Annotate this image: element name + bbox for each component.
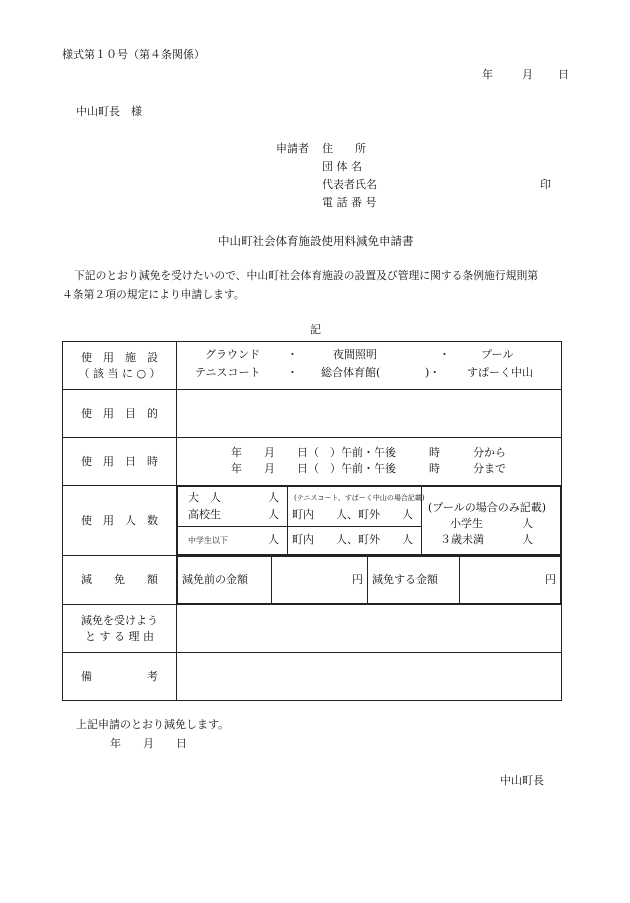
body-text-line2: ４条第２項の規定により申請します。 [62, 288, 245, 301]
purpose-row [63, 390, 562, 438]
before-amount-input[interactable] [272, 557, 368, 604]
addressee: 中山町長 様 [76, 105, 142, 118]
in-out-town-2: 町内 人、町外 人 [292, 533, 413, 546]
exempt-amount-label: 減免する金額 [372, 573, 438, 586]
under-middle-cell[interactable] [178, 527, 288, 555]
datetime-row [63, 438, 562, 486]
facility-label-2: （ 該 当 に ○ ） [78, 366, 161, 380]
yen-unit: 円 [352, 573, 363, 586]
in-out-town-cell[interactable] [288, 527, 422, 555]
people-subtable [177, 486, 561, 555]
tennis-note: (テニスコート、すぱーく中山の場合記載) [294, 494, 425, 502]
facility-label-cell [63, 342, 177, 390]
separator: )・ [425, 366, 441, 379]
datetime-to: 年 月 日（ ）午前・午後 時 分まで [231, 462, 506, 475]
datetime-label: 使 用 日 時 [63, 438, 177, 486]
ki-heading: 記 [310, 323, 321, 336]
under-middle-label: 中学生以下 [188, 536, 228, 545]
remarks-label: 備 考 [63, 653, 177, 701]
date-day: 日 [558, 68, 569, 81]
people-row [63, 486, 562, 556]
option-spark-nakayama[interactable]: すぱーく中山 [467, 366, 533, 379]
document-title: 中山町社会体育施設使用料減免申請書 [218, 234, 414, 248]
applicant-address-label: 住 所 [322, 142, 366, 155]
person-unit: 人 [268, 533, 279, 546]
reason-input[interactable] [177, 605, 562, 653]
separator: ・ [287, 366, 298, 379]
reason-label-2: と す る 理 由 [85, 629, 154, 643]
before-amount-label-cell [178, 557, 272, 604]
pool-note: (プールの場合のみ記載) [428, 501, 547, 514]
pool-cell[interactable] [422, 487, 561, 555]
person-unit: 人 [268, 508, 279, 521]
people-label: 使 用 人 数 [63, 486, 177, 556]
form-number: 様式第１０号（第４条関係） [62, 48, 205, 61]
reason-label-cell [63, 605, 177, 653]
person-unit: 人 [522, 517, 533, 530]
applicant-phone-label: 電 話 番 号 [322, 196, 377, 209]
remarks-row [63, 653, 562, 701]
datetime-input[interactable] [177, 438, 562, 486]
purpose-label: 使 用 目 的 [63, 390, 177, 438]
yen-unit: 円 [545, 573, 556, 586]
separator: ・ [439, 348, 450, 361]
facility-row [63, 342, 562, 390]
under3-label: ３歳未満 [440, 533, 484, 546]
exemption-cell [177, 556, 562, 605]
exemption-subtable [177, 556, 561, 604]
reason-row [63, 605, 562, 653]
elementary-label: 小学生 [450, 517, 483, 530]
applicant-title: 申請者 [276, 142, 309, 155]
remarks-input[interactable] [177, 653, 562, 701]
body-text-line1: 下記のとおり減免を受けたいので、中山町社会体育施設の設置及び管理に関する条例施行規則第 [74, 269, 539, 282]
highschool-label: 高校生 [188, 508, 221, 521]
mayor-signature: 中山町長 [500, 774, 544, 787]
adult-highschool-cell[interactable] [178, 487, 288, 527]
option-gymnasium[interactable]: 総合体育館( [321, 366, 381, 379]
applicant-group-label: 団 体 名 [322, 160, 362, 173]
adult-label: 大 人 [188, 491, 221, 504]
exempt-label: 減 免 額 [63, 556, 177, 605]
separator: ・ [287, 348, 298, 361]
facility-label-1: 使 用 施 設 [81, 350, 158, 364]
reason-label-1: 減免を受けよう [81, 613, 158, 627]
person-unit: 人 [522, 533, 533, 546]
approval-date: 年 月 日 [110, 737, 187, 750]
approval-text: 上記申請のとおり減免します。 [76, 718, 230, 731]
exemption-row [63, 556, 562, 605]
purpose-input[interactable] [177, 390, 562, 438]
before-amount-label: 減免前の金額 [182, 573, 248, 586]
person-unit: 人 [268, 491, 279, 504]
in-out-town-1: 町内 人、町外 人 [292, 508, 413, 521]
option-pool[interactable]: プール [481, 348, 514, 361]
option-night-lighting[interactable]: 夜間照明 [333, 348, 377, 361]
tennis-spark-cell[interactable] [288, 487, 425, 527]
date-month: 月 [522, 68, 533, 81]
date-year: 年 [482, 68, 493, 81]
exempt-amount-label-cell [368, 557, 460, 604]
people-cell [177, 486, 562, 556]
seal-mark: 印 [540, 178, 551, 191]
application-table [62, 341, 562, 701]
option-tennis-court[interactable]: テニスコート [195, 366, 261, 379]
option-ground[interactable]: グラウンド [205, 348, 260, 361]
exempt-amount-input[interactable] [460, 557, 561, 604]
datetime-from: 年 月 日（ ）午前・午後 時 分から [231, 446, 506, 459]
facility-options-cell [177, 342, 562, 390]
applicant-representative-label: 代表者氏名 [322, 178, 377, 191]
